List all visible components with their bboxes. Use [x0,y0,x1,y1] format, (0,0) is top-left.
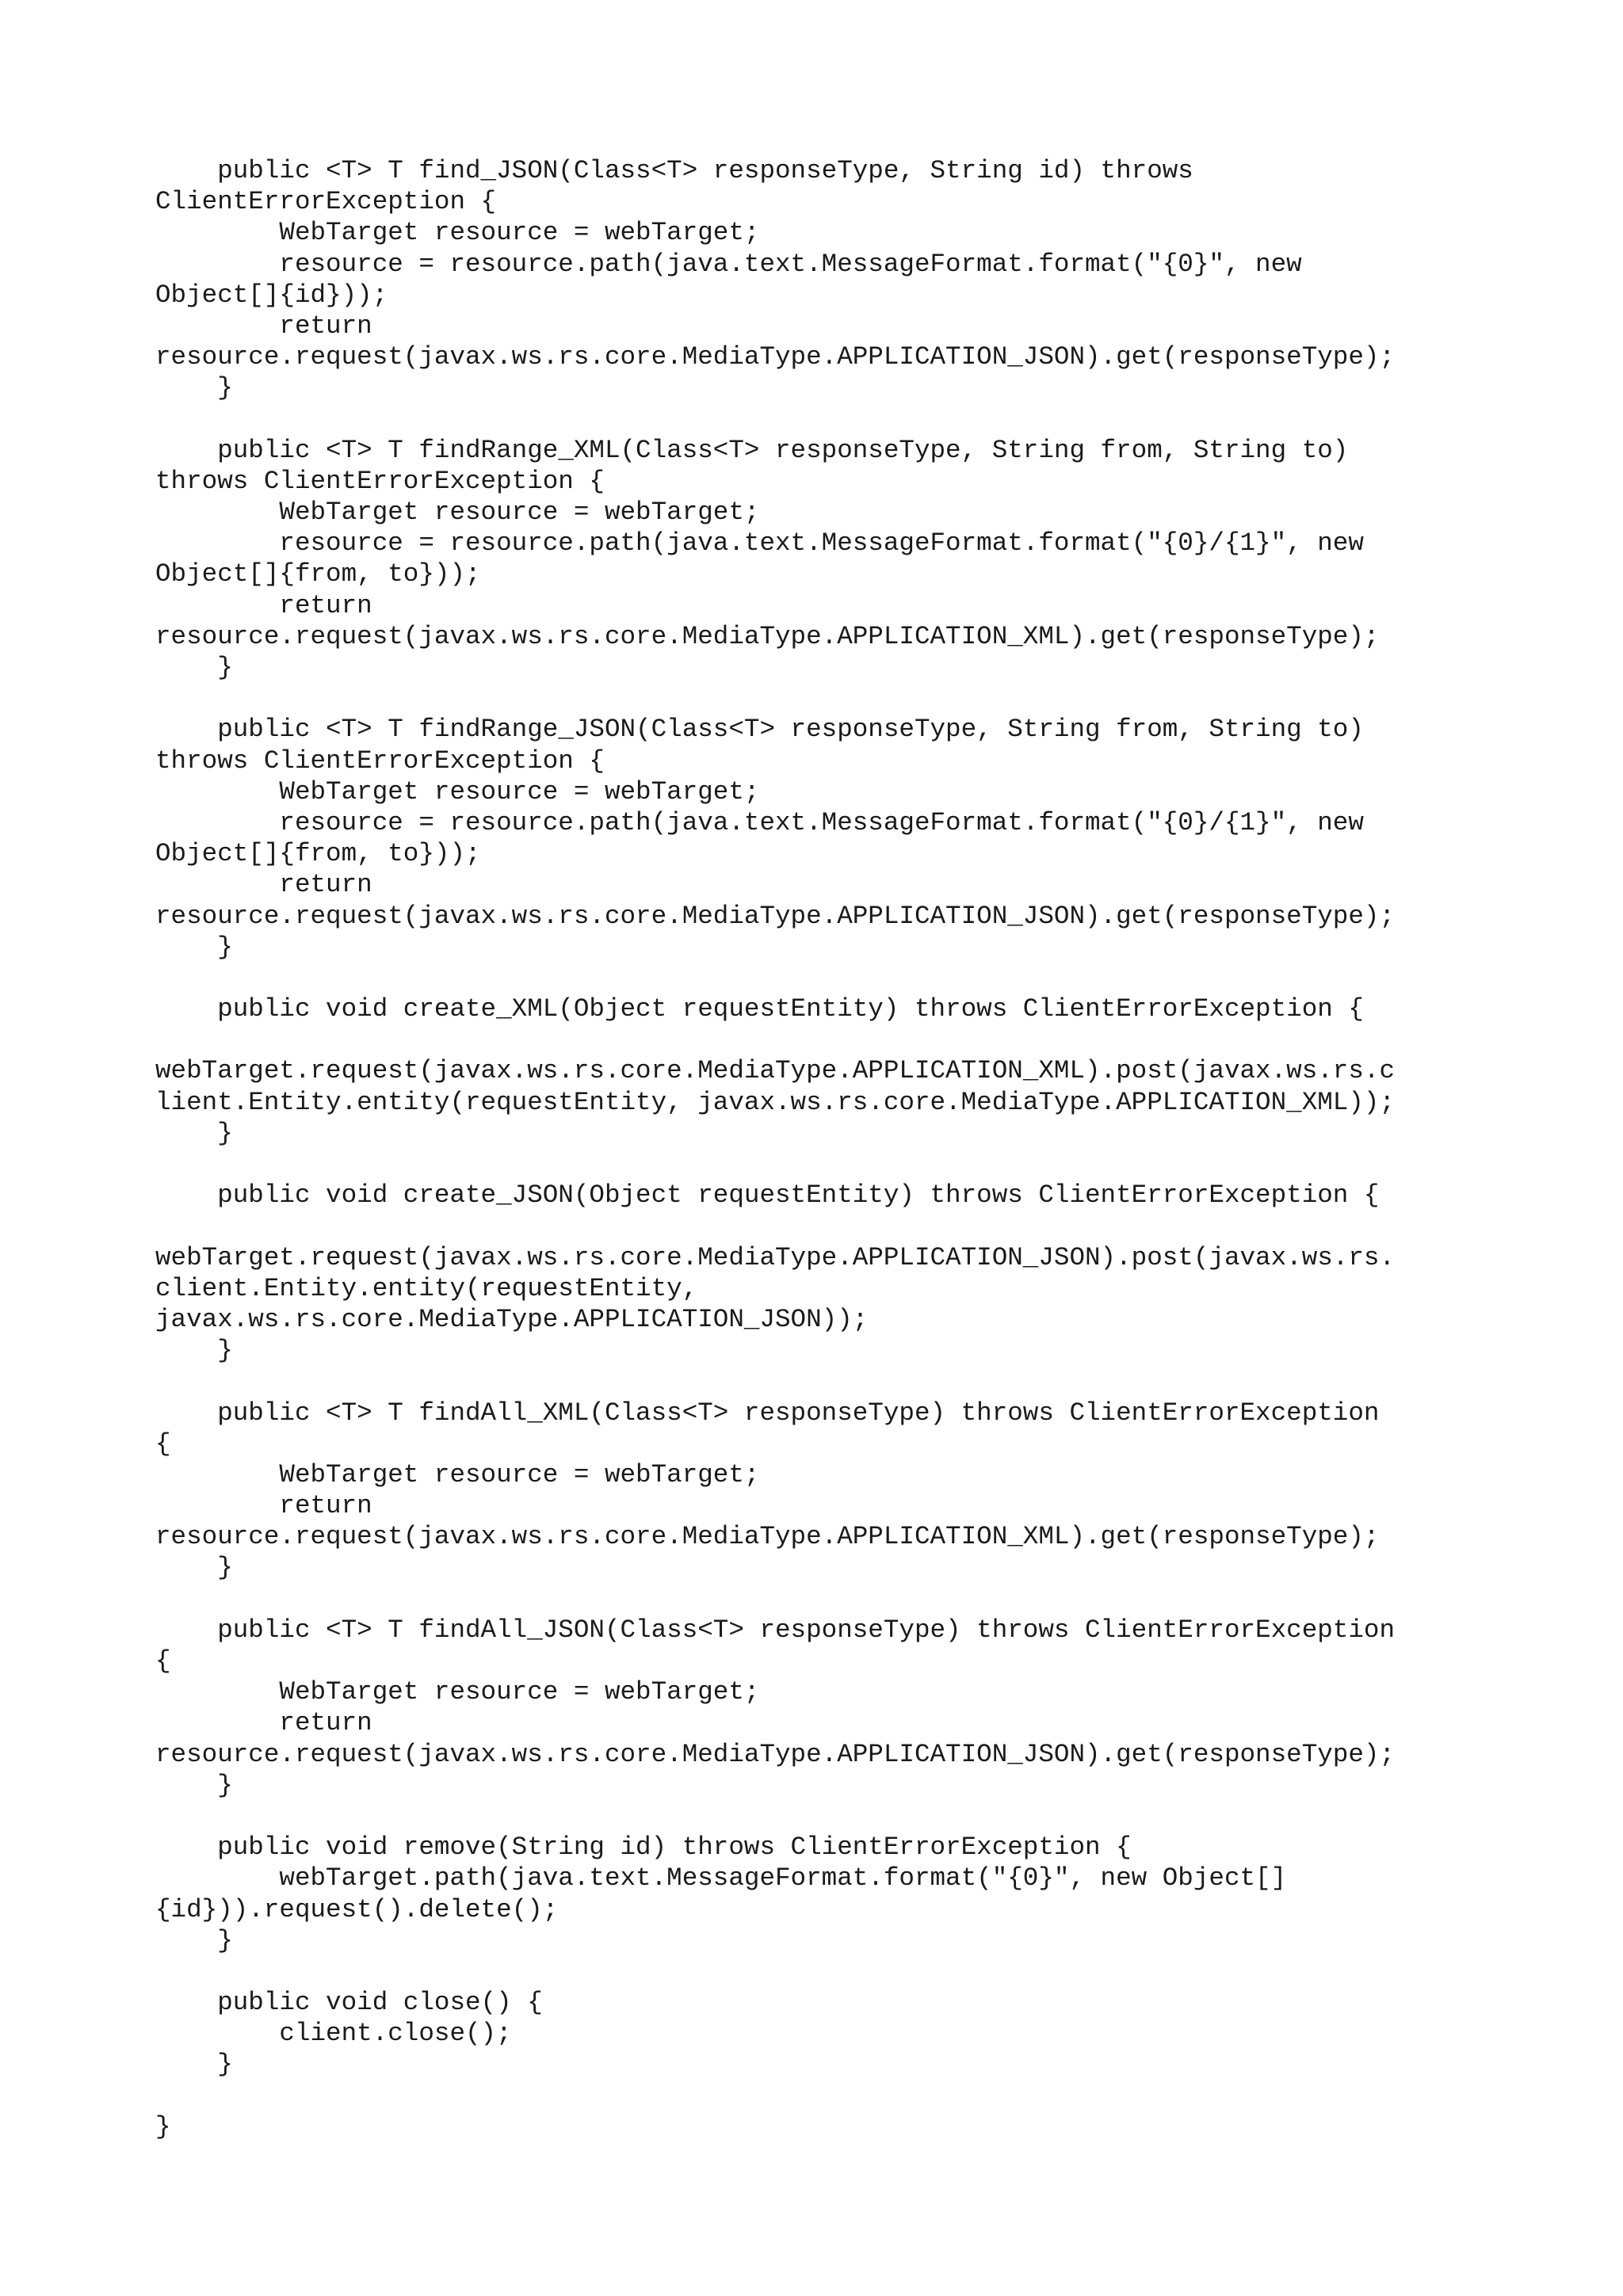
code-line: resource.request(javax.ws.rs.core.MediaType.APPLICATION_JSON).get(responseType); [155,901,1396,931]
code-line [155,404,1503,435]
code-line: } [155,1553,233,1583]
code-line: Object[]{from, to})); [155,559,481,589]
code-line: return [155,590,372,620]
code-line: } [155,1770,233,1800]
code-line [155,683,1503,714]
code-line: WebTarget resource = webTarget; [155,1459,760,1489]
code-line: resource.request(javax.ws.rs.core.MediaType.APPLICATION_XML).get(responseType); [155,621,1380,651]
code-line: WebTarget resource = webTarget; [155,1677,760,1707]
code-line: throws ClientErrorException { [155,746,605,776]
code-line: } [155,653,233,682]
code-line: public void remove(String id) throws ClientErrorException { [155,1833,1132,1863]
code-line [155,1584,1503,1615]
code-line: public <T> T findAll_JSON(Class<T> responseType) throws ClientErrorException [155,1615,1396,1645]
code-line: lient.Entity.entity(requestEntity, javax.ws.rs.core.MediaType.APPLICATION_XML)); [155,1087,1396,1117]
code-line [155,1024,1503,1055]
code-line: webTarget.path(java.text.MessageFormat.format("{0}", new Object[] [155,1863,1287,1894]
code-line: WebTarget resource = webTarget; [155,498,760,528]
code-line: {id})).request().delete(); [155,1894,559,1924]
code-line: } [155,373,233,403]
code-line: public void close() { [155,1988,543,2018]
code-line: resource = resource.path(java.text.MessageFormat.format("{0}/{1}", new [155,807,1364,837]
code-line: return [155,870,372,900]
code-line: Object[]{id})); [155,280,388,310]
code-line [155,1801,1503,1832]
code-line: public <T> T findRange_JSON(Class<T> responseType, String from, String to) [155,715,1364,745]
code-line: public <T> T findRange_XML(Class<T> responseType, String from, String to) [155,435,1349,465]
code-line: } [155,1118,233,1148]
code-line: resource.request(javax.ws.rs.core.MediaType.APPLICATION_JSON).get(responseType); [155,342,1396,372]
code-line: ClientErrorException { [155,187,497,217]
code-line: return [155,1491,372,1521]
code-line: webTarget.request(javax.ws.rs.core.MediaType.APPLICATION_JSON).post(javax.ws.rs. [155,1242,1396,1272]
code-line: } [155,2050,233,2080]
code-line: webTarget.request(javax.ws.rs.core.MediaType.APPLICATION_XML).post(javax.ws.rs.c [155,1056,1396,1086]
code-line: public <T> T findAll_XML(Class<T> responseType) throws ClientErrorException [155,1398,1380,1428]
code-line: resource.request(javax.ws.rs.core.MediaType.APPLICATION_XML).get(responseType); [155,1522,1380,1552]
code-line [155,1149,1503,1180]
code-line: } [155,1336,233,1366]
code-line: } [155,1925,233,1955]
code-line: { [155,1428,171,1459]
code-line [155,1211,1503,1241]
code-line: client.close(); [155,2019,512,2049]
code-line [155,2081,1503,2111]
code-line: javax.ws.rs.core.MediaType.APPLICATION_JSON)); [155,1304,869,1334]
code-line: resource = resource.path(java.text.MessageFormat.format("{0}", new [155,249,1302,279]
code-line: WebTarget resource = webTarget; [155,218,760,248]
code-listing [155,155,1503,2142]
code-line: Object[]{from, to})); [155,839,481,869]
code-line: resource = resource.path(java.text.MessageFormat.format("{0}/{1}", new [155,528,1364,559]
code-line: client.Entity.entity(requestEntity, [155,1273,698,1303]
code-line: public void create_JSON(Object requestEntity) throws ClientErrorException { [155,1180,1380,1211]
code-line: public void create_XML(Object requestEntity) throws ClientErrorException { [155,994,1364,1024]
code-line [155,1956,1503,1987]
code-line: return [155,311,372,341]
code-line: } [155,2111,171,2142]
code-line: resource.request(javax.ws.rs.core.MediaType.APPLICATION_JSON).get(responseType); [155,1739,1396,1769]
code-line: return [155,1708,372,1738]
code-line [155,1366,1503,1397]
code-line: { [155,1646,171,1676]
code-line: WebTarget resource = webTarget; [155,776,760,807]
code-line: throws ClientErrorException { [155,466,605,496]
code-line [155,963,1503,994]
code-line: } [155,932,233,962]
code-line: public <T> T find_JSON(Class<T> responseType, String id) throws [155,156,1193,185]
